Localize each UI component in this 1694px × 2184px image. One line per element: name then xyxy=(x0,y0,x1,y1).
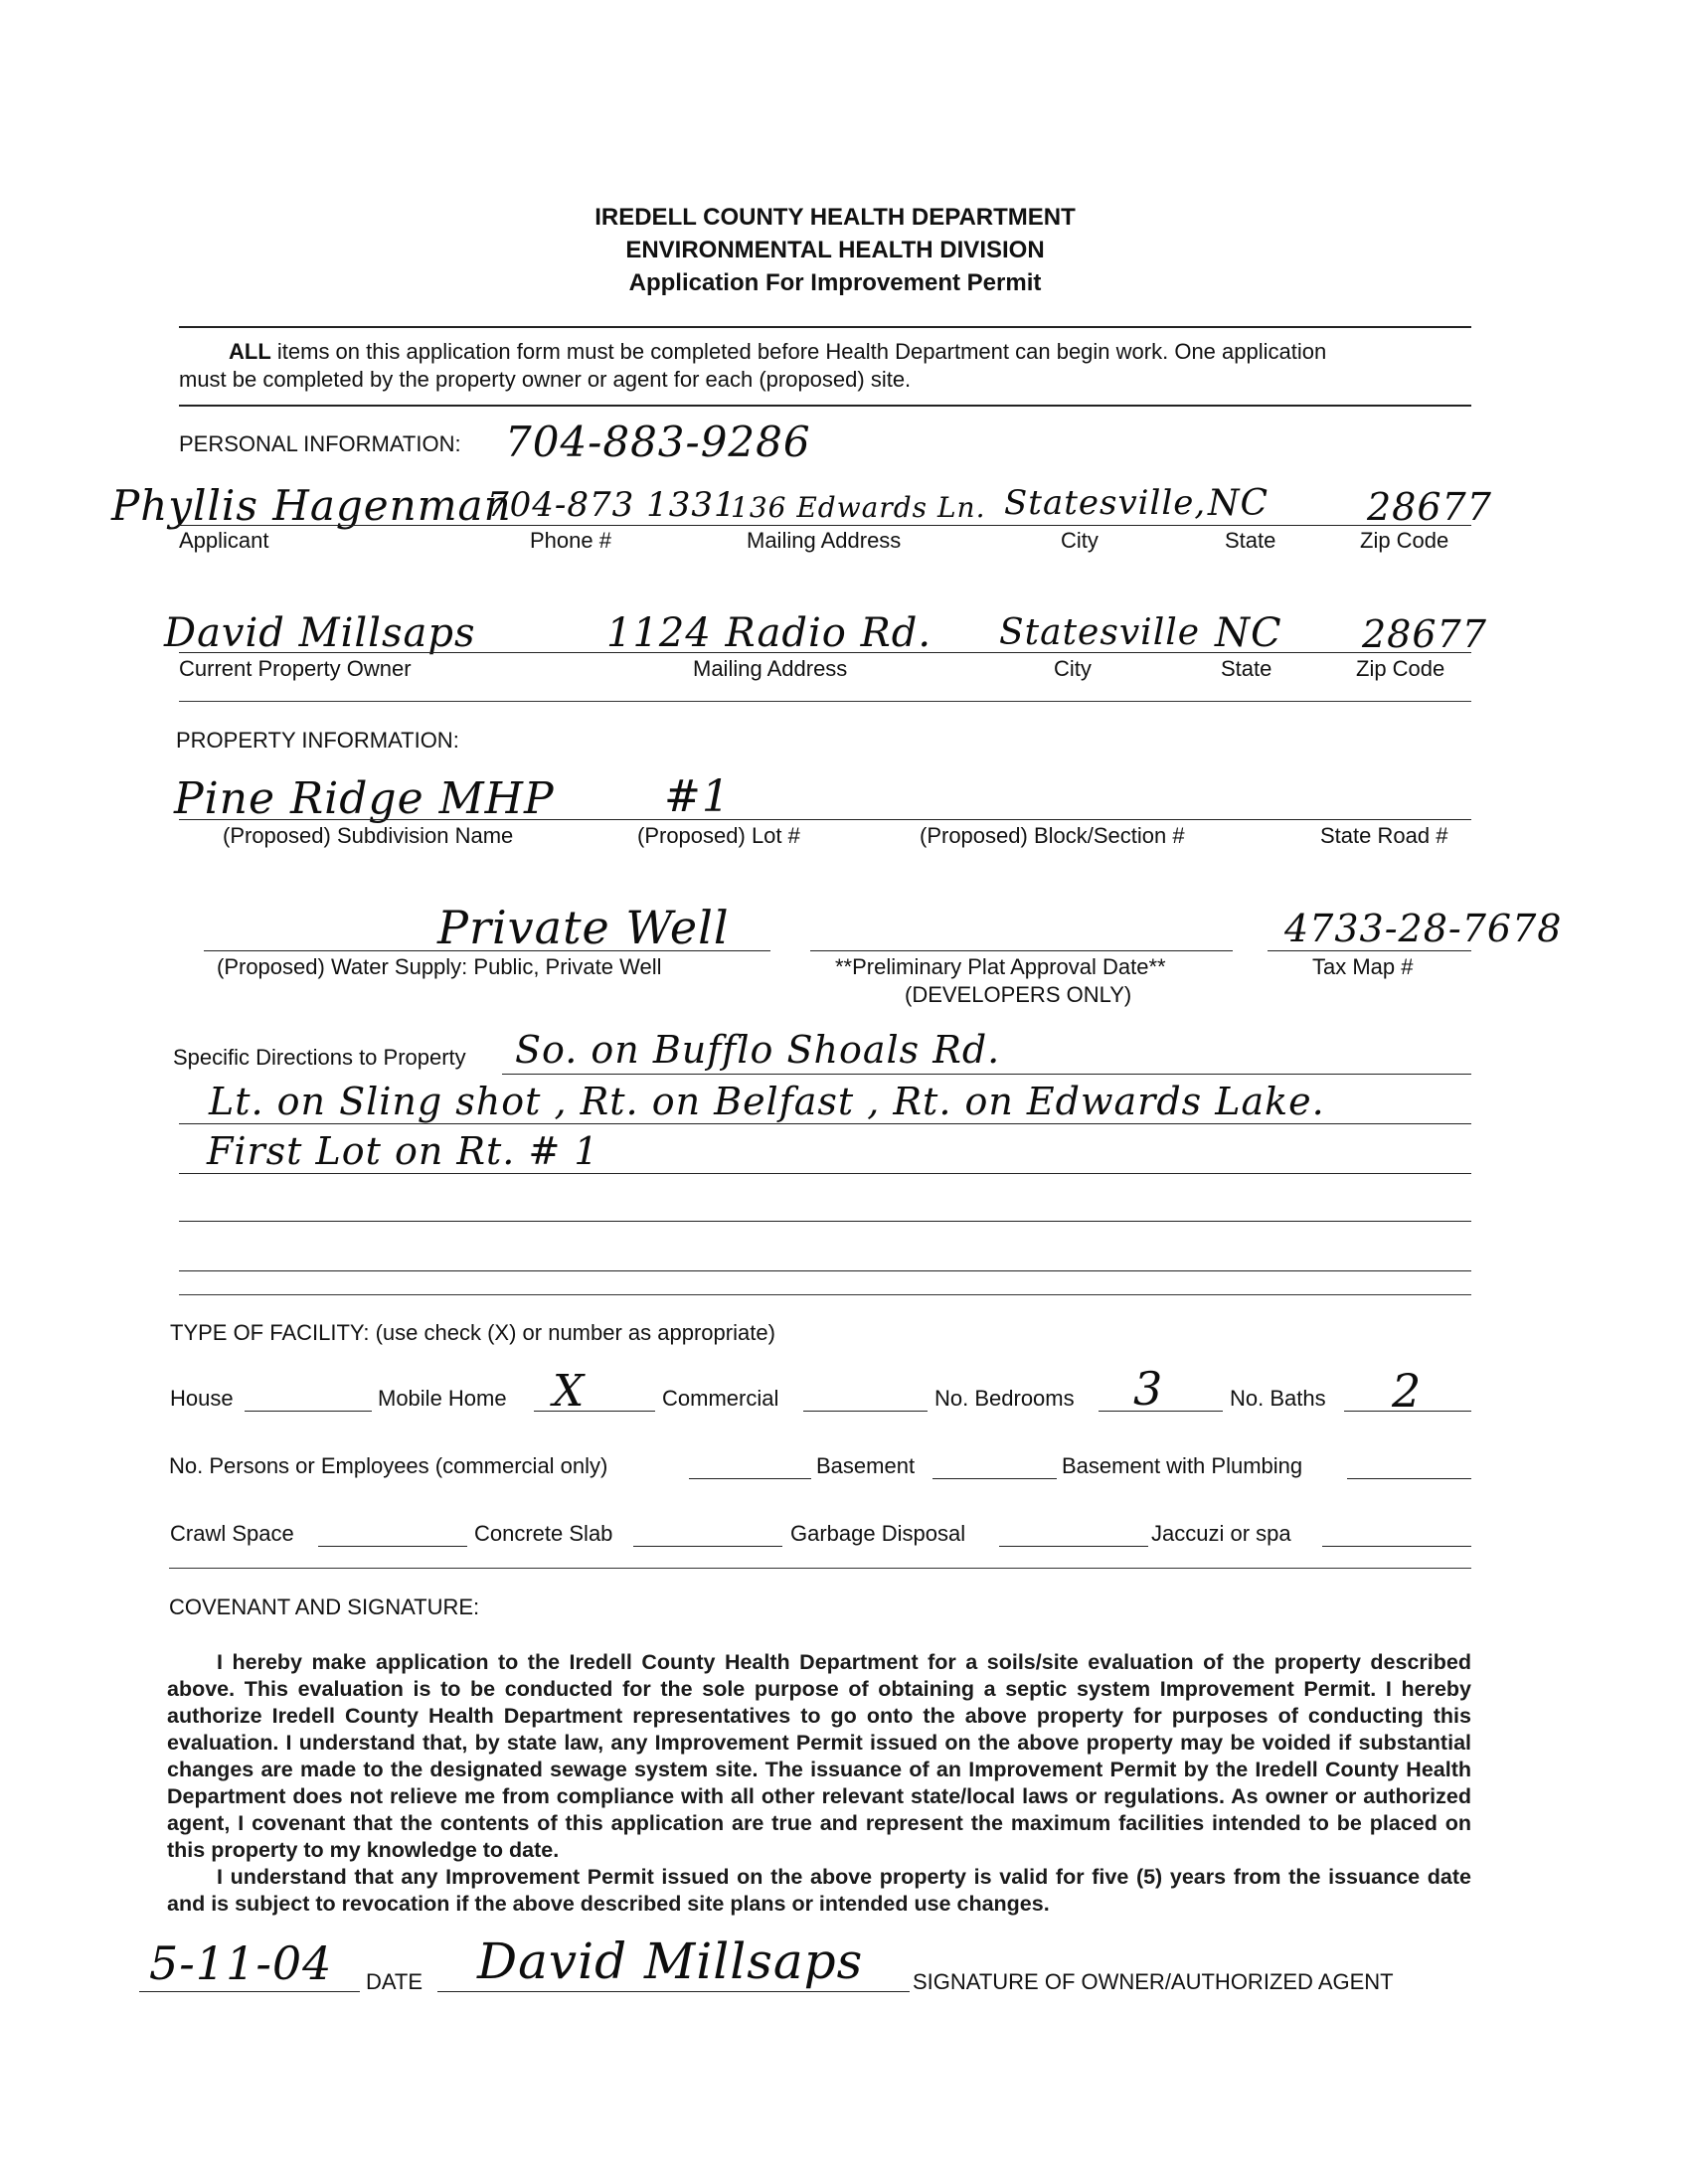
label-house: House xyxy=(170,1386,234,1411)
basement-plumbing-line xyxy=(1347,1478,1471,1479)
basement-line xyxy=(932,1478,1057,1479)
label-directions: Specific Directions to Property xyxy=(173,1045,466,1070)
hw-mailing: 136 Edwards Ln. xyxy=(731,491,986,524)
label-plat-sub: (DEVELOPERS ONLY) xyxy=(905,982,1132,1007)
label-zip: Zip Code xyxy=(1360,528,1449,553)
hw-owner-mailing: 1124 Radio Rd. xyxy=(606,610,932,656)
label-applicant: Applicant xyxy=(179,528,269,553)
hw-baths: 2 xyxy=(1392,1364,1423,1418)
label-owner: Current Property Owner xyxy=(179,656,412,681)
label-owner-zip: Zip Code xyxy=(1356,656,1445,681)
plat-line xyxy=(810,950,1233,951)
label-owner-city: City xyxy=(1054,656,1092,681)
mobile-line xyxy=(534,1411,655,1412)
rule-owner xyxy=(179,701,1471,702)
label-subdivision: (Proposed) Subdivision Name xyxy=(223,823,514,848)
label-signature: SIGNATURE OF OWNER/AUTHORIZED AGENT xyxy=(913,1969,1394,1994)
intro-text-1: items on this application form must be completed before Health Department can begin work. One application xyxy=(270,339,1327,364)
directions-line-4 xyxy=(179,1221,1471,1222)
house-line xyxy=(245,1411,372,1412)
hw-owner-state: NC xyxy=(1215,610,1282,656)
hw-zip: 28677 xyxy=(1367,485,1492,529)
covenant-heading: COVENANT AND SIGNATURE: xyxy=(169,1595,480,1619)
hw-owner-city: Statesville xyxy=(999,612,1201,653)
applicant-line xyxy=(179,525,1471,526)
hw-state: NC xyxy=(1208,483,1270,524)
label-persons: No. Persons or Employees (commercial only) xyxy=(169,1453,608,1478)
hw-owner: David Millsaps xyxy=(164,610,476,656)
owner-line xyxy=(179,652,1471,653)
label-mobile: Mobile Home xyxy=(378,1386,507,1411)
hw-date: 5-11-04 xyxy=(149,1936,333,1990)
rule-directions xyxy=(179,1294,1471,1295)
label-phone: Phone # xyxy=(530,528,611,553)
label-water: (Proposed) Water Supply: Public, Private Well xyxy=(217,954,662,979)
label-state: State xyxy=(1225,528,1276,553)
garbage-line xyxy=(999,1546,1148,1547)
persons-line xyxy=(689,1478,811,1479)
rule-facility xyxy=(169,1568,1471,1569)
hw-mobile: X xyxy=(553,1366,586,1417)
hw-owner-zip: 28677 xyxy=(1362,612,1487,656)
covenant-text xyxy=(167,1649,1471,1918)
taxmap-line xyxy=(1268,950,1471,951)
facility-heading: TYPE OF FACILITY: (use check (X) or number as appropriate) xyxy=(170,1320,775,1345)
header-line-2: ENVIRONMENTAL HEALTH DIVISION xyxy=(625,237,1045,263)
directions-line-5 xyxy=(179,1270,1471,1271)
property-heading: PROPERTY INFORMATION: xyxy=(176,728,459,753)
label-city: City xyxy=(1061,528,1099,553)
hw-applicant: Phyllis Hagenman xyxy=(111,481,512,530)
jacuzzi-line xyxy=(1322,1546,1471,1547)
intro-all: ALL xyxy=(229,339,271,364)
covenant-paragraph-1: I hereby make application to the Iredell County Health Department for a soils/site evaluation of the property described above. This evaluation is to be conducted for the sole purpose of obtaining a septic system Improvement Permit. I hereby authorize Iredell County Health Department representatives to go onto the above property for purposes of conducting this evaluation. I understand that, by state law, any Improvement Permit issued on the above property may be voided if substantial changes are made to the designated sewage system site. The issuance of an Improvement Permit by the Iredell County Health Department does not relieve me from compliance with all other relevant state/local laws or regulations. As owner or authorized agent, I covenant that the contents of this application are true and represent the maximum facilities intended to be placed on this property to my knowledge to date. xyxy=(167,1650,1471,1862)
hw-phone-alt: 704-883-9286 xyxy=(505,418,811,466)
signature-line xyxy=(437,1991,910,1992)
label-garbage: Garbage Disposal xyxy=(790,1521,966,1546)
hw-taxmap: 4733-28-7678 xyxy=(1284,907,1563,950)
hw-signature: David Millsaps xyxy=(477,1932,864,1990)
label-plat: **Preliminary Plat Approval Date** xyxy=(835,954,1166,979)
label-baths: No. Baths xyxy=(1230,1386,1326,1411)
bedrooms-line xyxy=(1099,1411,1223,1412)
directions-line-1 xyxy=(502,1074,1471,1075)
crawl-line xyxy=(318,1546,467,1547)
personal-heading: PERSONAL INFORMATION: xyxy=(179,431,461,456)
label-block: (Proposed) Block/Section # xyxy=(920,823,1185,848)
label-slab: Concrete Slab xyxy=(474,1521,613,1546)
label-taxmap: Tax Map # xyxy=(1312,954,1414,979)
label-mailing: Mailing Address xyxy=(747,528,902,553)
label-owner-state: State xyxy=(1221,656,1272,681)
intro-line-2: must be completed by the property owner or agent for each (proposed) site. xyxy=(179,367,912,392)
intro-line-1 xyxy=(229,339,1326,365)
label-bedrooms: No. Bedrooms xyxy=(934,1386,1075,1411)
hw-phone: 704-873 1331 xyxy=(487,485,737,525)
covenant-paragraph-2: I understand that any Improvement Permit issued on the above property is valid for five (5) years from the issuance date and is subject to revocation if the above described site plans or intended use changes. xyxy=(167,1865,1471,1916)
hw-directions-2: Lt. on Sling shot , Rt. on Belfast , Rt. on Edwards Lake. xyxy=(209,1080,1325,1123)
label-jacuzzi: Jaccuzi or spa xyxy=(1151,1521,1291,1546)
label-commercial: Commercial xyxy=(662,1386,779,1411)
label-owner-mailing: Mailing Address xyxy=(693,656,848,681)
label-crawl: Crawl Space xyxy=(170,1521,294,1546)
rule-top xyxy=(179,326,1471,328)
header-line-1: IREDELL COUNTY HEALTH DEPARTMENT xyxy=(594,204,1076,231)
label-road: State Road # xyxy=(1320,823,1448,848)
hw-bedrooms: 3 xyxy=(1133,1362,1164,1416)
slab-line xyxy=(633,1546,782,1547)
hw-directions-1: So. on Bufflo Shoals Rd. xyxy=(515,1028,1001,1072)
rule-intro xyxy=(179,405,1471,407)
date-line xyxy=(139,1991,360,1992)
property-line xyxy=(179,819,1471,820)
hw-subdivision: Pine Ridge MHP xyxy=(174,773,555,824)
directions-line-3 xyxy=(179,1173,1471,1174)
label-basement-plumbing: Basement with Plumbing xyxy=(1062,1453,1303,1478)
header-line-3: Application For Improvement Permit xyxy=(628,269,1042,296)
directions-line-2 xyxy=(179,1123,1471,1124)
hw-lot: #1 xyxy=(664,771,731,822)
hw-water: Private Well xyxy=(437,901,730,954)
label-date: DATE xyxy=(366,1969,424,1994)
hw-city: Statesville, xyxy=(1004,483,1207,523)
hw-directions-3: First Lot on Rt. # 1 xyxy=(207,1129,599,1173)
label-basement: Basement xyxy=(816,1453,916,1478)
label-lot: (Proposed) Lot # xyxy=(637,823,800,848)
baths-line xyxy=(1344,1411,1471,1412)
commercial-line xyxy=(803,1411,928,1412)
water-line xyxy=(204,950,770,951)
